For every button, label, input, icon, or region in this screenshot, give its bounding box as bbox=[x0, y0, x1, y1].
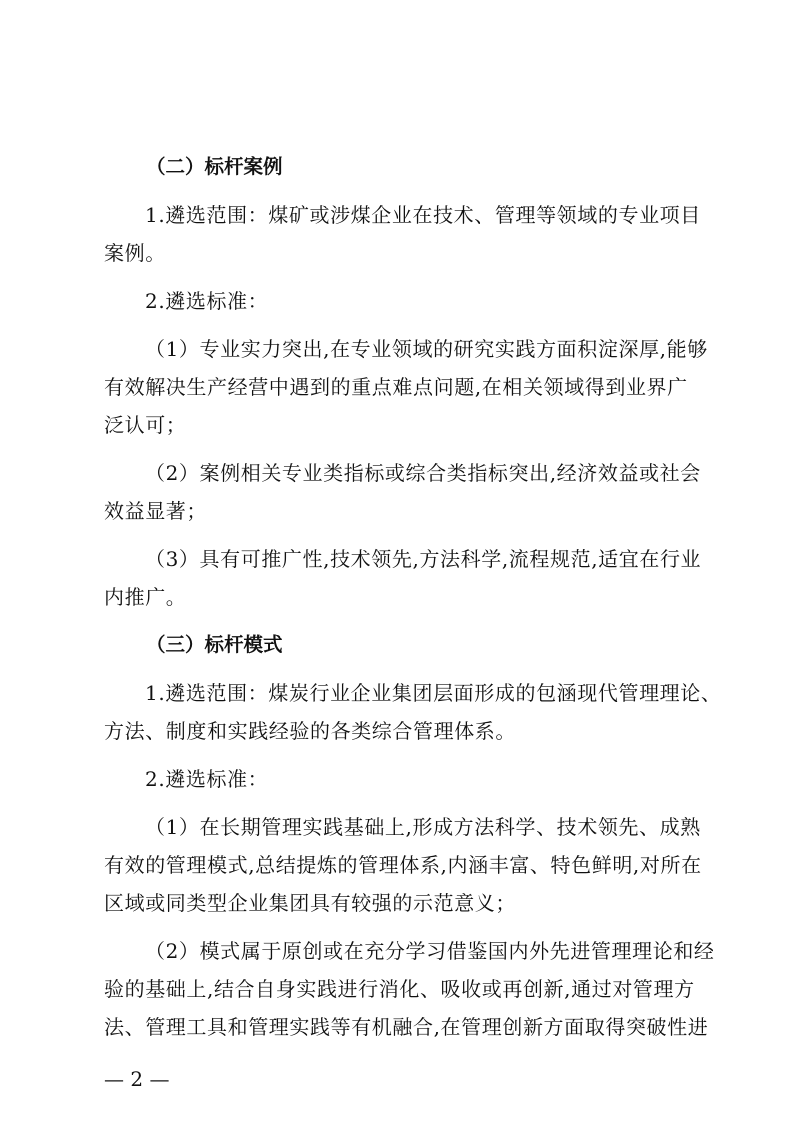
text-line: 2.遴选标准： bbox=[145, 289, 269, 313]
paragraph-criterion-2 bbox=[104, 454, 701, 530]
page-number: — 2 — bbox=[104, 1067, 170, 1091]
text-line: 区域或同类型企业集团具有较强的示范意义； bbox=[104, 891, 516, 915]
text-line: 有效的管理模式,总结提炼的管理体系,内涵丰富、特色鲜明,对所在 bbox=[104, 853, 702, 877]
paragraph-criterion-2 bbox=[104, 932, 715, 1046]
paragraph-criterion-1 bbox=[104, 808, 702, 922]
document-body bbox=[104, 148, 722, 1056]
text-line: 有效解决生产经营中遇到的重点难点问题,在相关领域得到业界广 bbox=[104, 375, 688, 399]
text-line: 1.遴选范围：煤炭行业企业集团层面形成的包涵现代管理理论、 bbox=[145, 681, 722, 705]
paragraph-scope bbox=[104, 674, 722, 750]
paragraph-criteria-title bbox=[104, 760, 698, 798]
text-line: 效益显著； bbox=[104, 499, 207, 523]
text-line: 泛认可； bbox=[104, 413, 187, 437]
text-line: 方法、制度和实践经验的各类综合管理体系。 bbox=[104, 719, 516, 743]
text-line: 2.遴选标准： bbox=[145, 767, 269, 791]
section-heading-benchmark-cases: （二）标杆案例 bbox=[146, 155, 283, 178]
paragraph-criterion-1 bbox=[104, 330, 708, 444]
text-line: （1）在长期管理实践基础上,形成方法科学、技术领先、成熟 bbox=[145, 815, 701, 839]
text-line: （2）模式属于原创或在充分学习借鉴国内外先进管理理论和经 bbox=[145, 939, 715, 963]
text-line: （3）具有可推广性,技术领先,方法科学,流程规范,适宜在行业 bbox=[145, 547, 702, 571]
section-heading-benchmark-models: （三）标杆模式 bbox=[146, 633, 283, 656]
paragraph-criterion-3 bbox=[104, 540, 702, 616]
text-line: 法、管理工具和管理实践等有机融合,在管理创新方面取得突破性进 bbox=[104, 1015, 709, 1039]
paragraph-scope bbox=[104, 196, 701, 272]
paragraph-criteria-title bbox=[104, 282, 698, 320]
text-line: （1）专业实力突出,在专业领域的研究实践方面积淀深厚,能够 bbox=[145, 337, 708, 361]
text-line: 验的基础上,结合自身实践进行消化、吸收或再创新,通过对管理方 bbox=[104, 977, 695, 1001]
text-line: 案例。 bbox=[104, 241, 166, 265]
text-line: 1.遴选范围：煤矿或涉煤企业在技术、管理等领域的专业项目 bbox=[145, 203, 701, 227]
text-line: 内推广。 bbox=[104, 585, 187, 609]
text-line: （2）案例相关专业类指标或综合类指标突出,经济效益或社会 bbox=[145, 461, 701, 485]
